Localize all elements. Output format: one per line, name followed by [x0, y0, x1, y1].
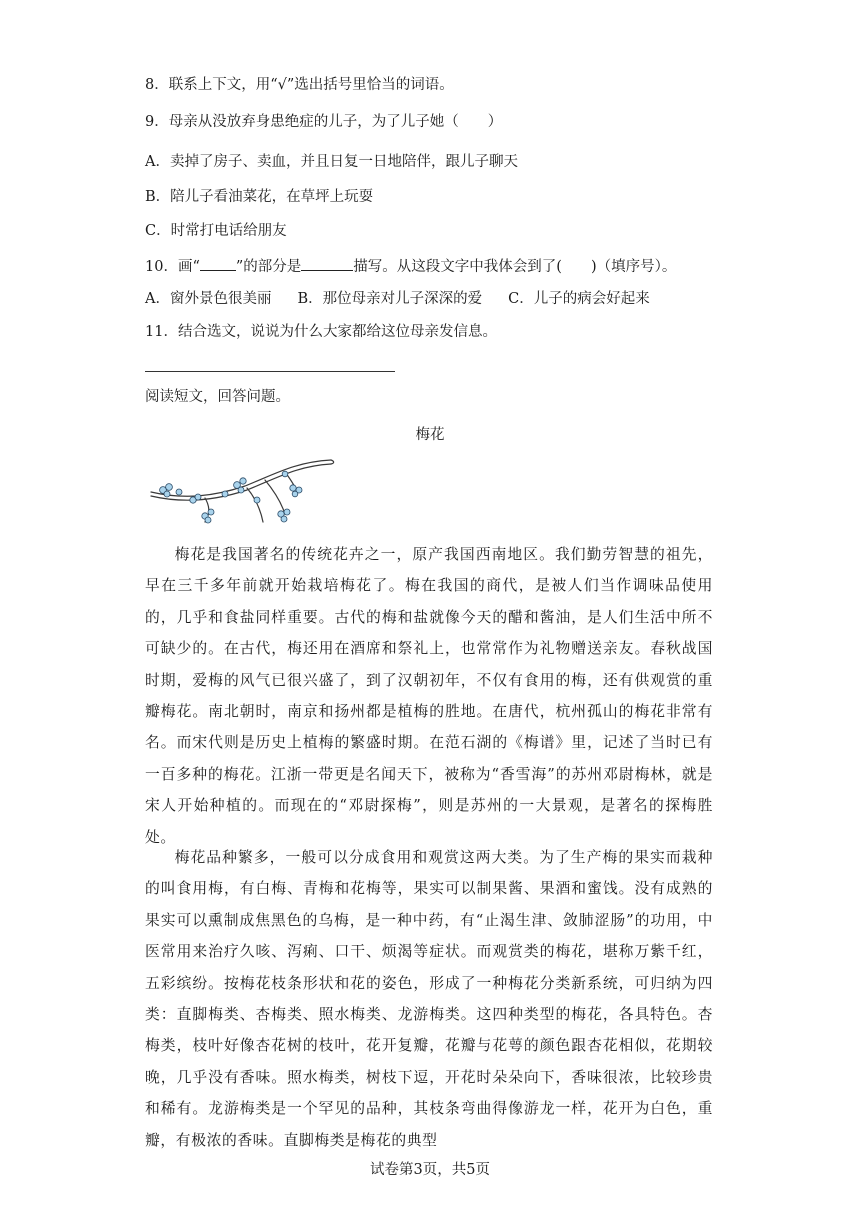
question-10-option-b: B．那位母亲对儿子深深的爱 [297, 291, 483, 307]
question-8: 8．联系上下文，用“√”选出括号里恰当的词语。 [145, 77, 454, 93]
answer-line[interactable] [145, 371, 395, 372]
fill-blank[interactable] [301, 256, 353, 271]
reading-intro: 阅读短文，回答问题。 [145, 389, 290, 405]
question-10-part2: ”的部分是 [235, 259, 302, 275]
question-9-stem: 9．母亲从没放弃身患绝症的儿子，为了儿子她（ ） [145, 114, 503, 130]
article-paragraph-2: 梅花品种繁多，一般可以分成食用和观赏这两大类。为了生产梅的果实而栽种的叫食用梅，有白梅、青梅和花梅等，果实可以制果酱、果酒和蜜饯。没有成熟的果实可以熏制成焦黑色的乌梅，是一种中药，有“止渴生津、敛肺涩肠”的功用，中医常用来治疗久咳、泻痢、口干、烦渴等症状。而观赏类的梅花，堪称万紫千红，五彩缤纷。按梅花枝条形状和花的姿色，形成了一种梅花分类新系统，可归纳为四类：直脚梅类、杏梅类、照水梅类、龙游梅类。这四种类型的梅花，各具特色。杏梅类，枝叶好像杏花树的枝叶，花开复瓣，花瓣与花萼的颜色跟杏花相似，花期较晚，几乎没有香味。照水梅类，树枝下逗，开花时朵朵向下，香味很浓，比较珍贵和稀有。龙游梅类是一个罕见的品种，其枝条弯曲得像游龙一样，花开为白色，重瓣，有极浓的香味。直脚梅类是梅花的典型 [145, 849, 713, 1149]
question-9-option-b: B．陪儿子看油菜花，在草坪上玩耍 [145, 189, 374, 205]
question-9-option-c: C．时常打电话给朋友 [145, 223, 287, 239]
question-10-part3: 描写。从这段文字中我体会到了( )（填序号）。 [353, 259, 677, 275]
question-10-options [145, 289, 650, 309]
question-10-option-c: C．儿子的病会好起来 [508, 291, 650, 307]
question-10-option-a: A．窗外景色很美丽 [145, 291, 272, 307]
page-footer: 试卷第3页，共5页 [370, 1162, 490, 1178]
question-11: 11．结合选文，说说为什么大家都给这位母亲发信息。 [145, 324, 497, 340]
article-title: 梅花 [415, 427, 445, 443]
plum-branch-illustration [145, 452, 337, 532]
underline-sample-blank [200, 256, 236, 271]
article-paragraph-1: 梅花是我国著名的传统花卉之一，原产我国西南地区。我们勤劳智慧的祖先，早在三千多年前就开始栽培梅花了。梅在我国的商代，是被人们当作调味品使用的，几乎和食盐同样重要。古代的梅和盐就像今天的醋和酱油，是人们生活中所不可缺少的。在古代，梅还用在酒席和祭礼上，也常常作为礼物赠送亲友。春秋战国时期，爱梅的风气已很兴盛了，到了汉朝初年，不仅有食用的梅，还有供观赏的重瓣梅花。南北朝时，南京和扬州都是植梅的胜地。在唐代，杭州孤山的梅花非常有名。而宋代则是历史上植梅的繁盛时期。在范石湖的《梅谱》里，记述了当时已有一百多种的梅花。江浙一带更是名闻天下，被称为“香雪海”的苏州邓尉梅林，就是宋人开始种植的。而现在的“邓尉探梅”，则是苏州的一大景观，是著名的探梅胜处。 [145, 546, 713, 846]
question-10-part1: 10．画“ [145, 259, 200, 275]
question-9-option-a: A．卖掉了房子、卖血，并且日复一日地陪伴，跟儿子聊天 [145, 154, 518, 170]
question-10-stem [145, 256, 676, 277]
